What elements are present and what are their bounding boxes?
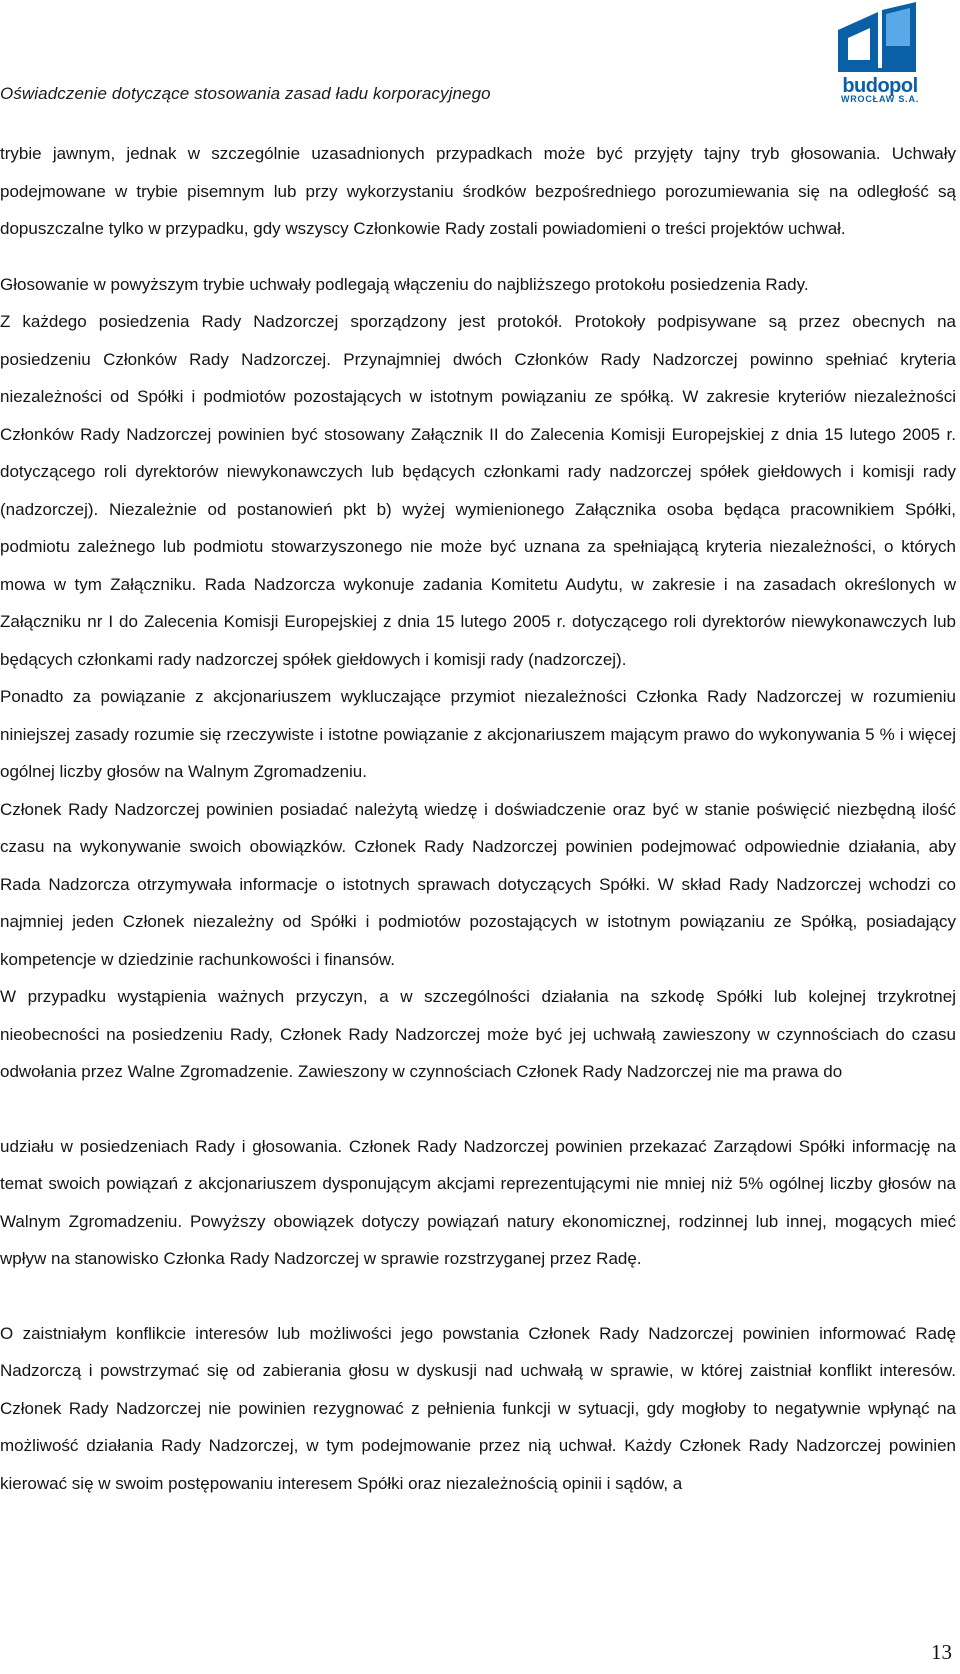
paragraph: udziału w posiedzeniach Rady i głosowania. Członek Rady Nadzorczej powinien przekazać Zarządowi Spółki informację na temat swoich powiązań z akcjonariuszem dysponującym akcjami reprezentującymi nie mniej niż 5% ogólnej liczby głosów na Walnym Zgromadzeniu. Powyższy obowiązek dotyczy powiązań natury ekonomicznej, rodzinnej lub innej, mogących mieć wpływ na stanowisko Członka Rady Nadzorczej w sprawie rozstrzyganej przez Radę.: [0, 1136, 956, 1268]
paragraph: O zaistniałym konflikcie interesów lub możliwości jego powstania Członek Rady Nadzorczej powinien informować Radę Nadzorczą i powstrzymać się od zabierania głosu w dyskusji nad uchwałą w sprawie, w której zaistniał konflikt interesów. Członek Rady Nadzorczej nie powinien rezygnować z pełnienia funkcji w sytuacji, gdy mogłoby to negatywnie wpłynąć na możliwość działania Rady Nadzorczej, w tym podejmowanie przez nią uchwał. Każdy Członek Rady Nadzorczej powinien kierować się w swoim postępowaniu interesem Spółki oraz niezależnością opinii i sądów, a: [0, 1323, 956, 1493]
logo-subtitle: WROCŁAW S.A.: [840, 94, 920, 104]
paragraph: Członek Rady Nadzorczej powinien posiadać należytą wiedzę i doświadczenie oraz być w stanie poświęcić niezbędną ilość czasu na wykonywanie swoich obowiązków. Członek Rady Nadzorczej powinien podejmować odpowiednie działania, aby Rada Nadzorcza otrzymywała informacje o istotnych sprawach dotyczących Spółki. W skład Rady Nadzorczej wchodzi co najmniej jeden Członek niezależny od Spółki i podmiotów pozostających w istotnym powiązaniu ze Spółką, posiadający kompetencje w dziedzinie rachunkowości i finansów.: [0, 799, 956, 969]
logo-wordmark: budopol: [842, 75, 918, 97]
paragraph: Ponadto za powiązanie z akcjonariuszem wykluczające przymiot niezależności Członka Rady Nadzorczej w rozumieniu niniejszej zasady rozumie się rzeczywiste i istotne powiązanie z akcjonariuszem mającym prawo do wykonywania 5 % i więcej ogólnej liczby głosów na Walnym Zgromadzeniu.: [0, 687, 956, 781]
document-header-title: Oświadczenie dotyczące stosowania zasad ładu korporacyjnego: [0, 84, 491, 103]
paragraph: trybie jawnym, jednak w szczególnie uzasadnionych przypadkach może być przyjęty tajny tryb głosowania. Uchwały podejmowane w trybie pisemnym lub przy wykorzystaniu środków bezpośredniego porozumiewania się na odległość są dopuszczalne tylko w przypadku, gdy wszyscy Członkowie Rady zostali powiadomieni o treści projektów uchwał.: [0, 144, 956, 238]
budopol-logo-icon: [830, 2, 930, 76]
paragraph: Z każdego posiedzenia Rady Nadzorczej sporządzony jest protokół. Protokoły podpisywane są przez obecnych na posiedzeniu Członków Rady Nadzorczej. Przynajmniej dwóch Członków Rady Nadzorczej powinno spełniać kryteria niezależności od Spółki i podmiotów pozostających w istotnym powiązaniu ze spółką. W zakresie kryteriów niezależności Członków Rady Nadzorczej powinien być stosowany Załącznik II do Zalecenia Komisji Europejskiej z dnia 15 lutego 2005 r. dotyczącego roli dyrektorów niewykonawczych lub będących członkami rady nadzorczej spółek giełdowych i komisji rady (nadzorczej). Niezależnie od postanowień pkt b) wyżej wymienionego Załącznika osoba będąca pracownikiem Spółki, podmiotu zależnego lub podmiotu stowarzyszonego nie może być uznana za spełniającą kryteria niezależności, o których mowa w tym Załączniku. Rada Nadzorcza wykonuje zadania Komitetu Audytu, w zakresie i na zasadach określonych w Załączniku nr I do Zalecenia Komisji Europejskiej z dnia 15 lutego 2005 r. dotyczącego roli dyrektorów niewykonawczych lub będących członkami rady nadzorczej spółek giełdowych i komisji rady (nadzorczej).: [0, 312, 956, 669]
paragraph: Głosowanie w powyższym trybie uchwały podlegają włączeniu do najbliższego protokołu posiedzenia Rady.: [0, 274, 809, 294]
paragraph: W przypadku wystąpienia ważnych przyczyn, a w szczególności działania na szkodę Spółki lub kolejnej trzykrotnej nieobecności na posiedzeniu Rady, Członek Rady Nadzorczej może być jej uchwałą zawieszony w czynnościach do czasu odwołania przez Walne Zgromadzenie. Zawieszony w czynnościach Członek Rady Nadzorczej nie ma prawa do: [0, 987, 956, 1081]
company-logo: [830, 2, 930, 106]
document-body: [0, 135, 956, 1502]
page-number: 13: [931, 1640, 952, 1664]
